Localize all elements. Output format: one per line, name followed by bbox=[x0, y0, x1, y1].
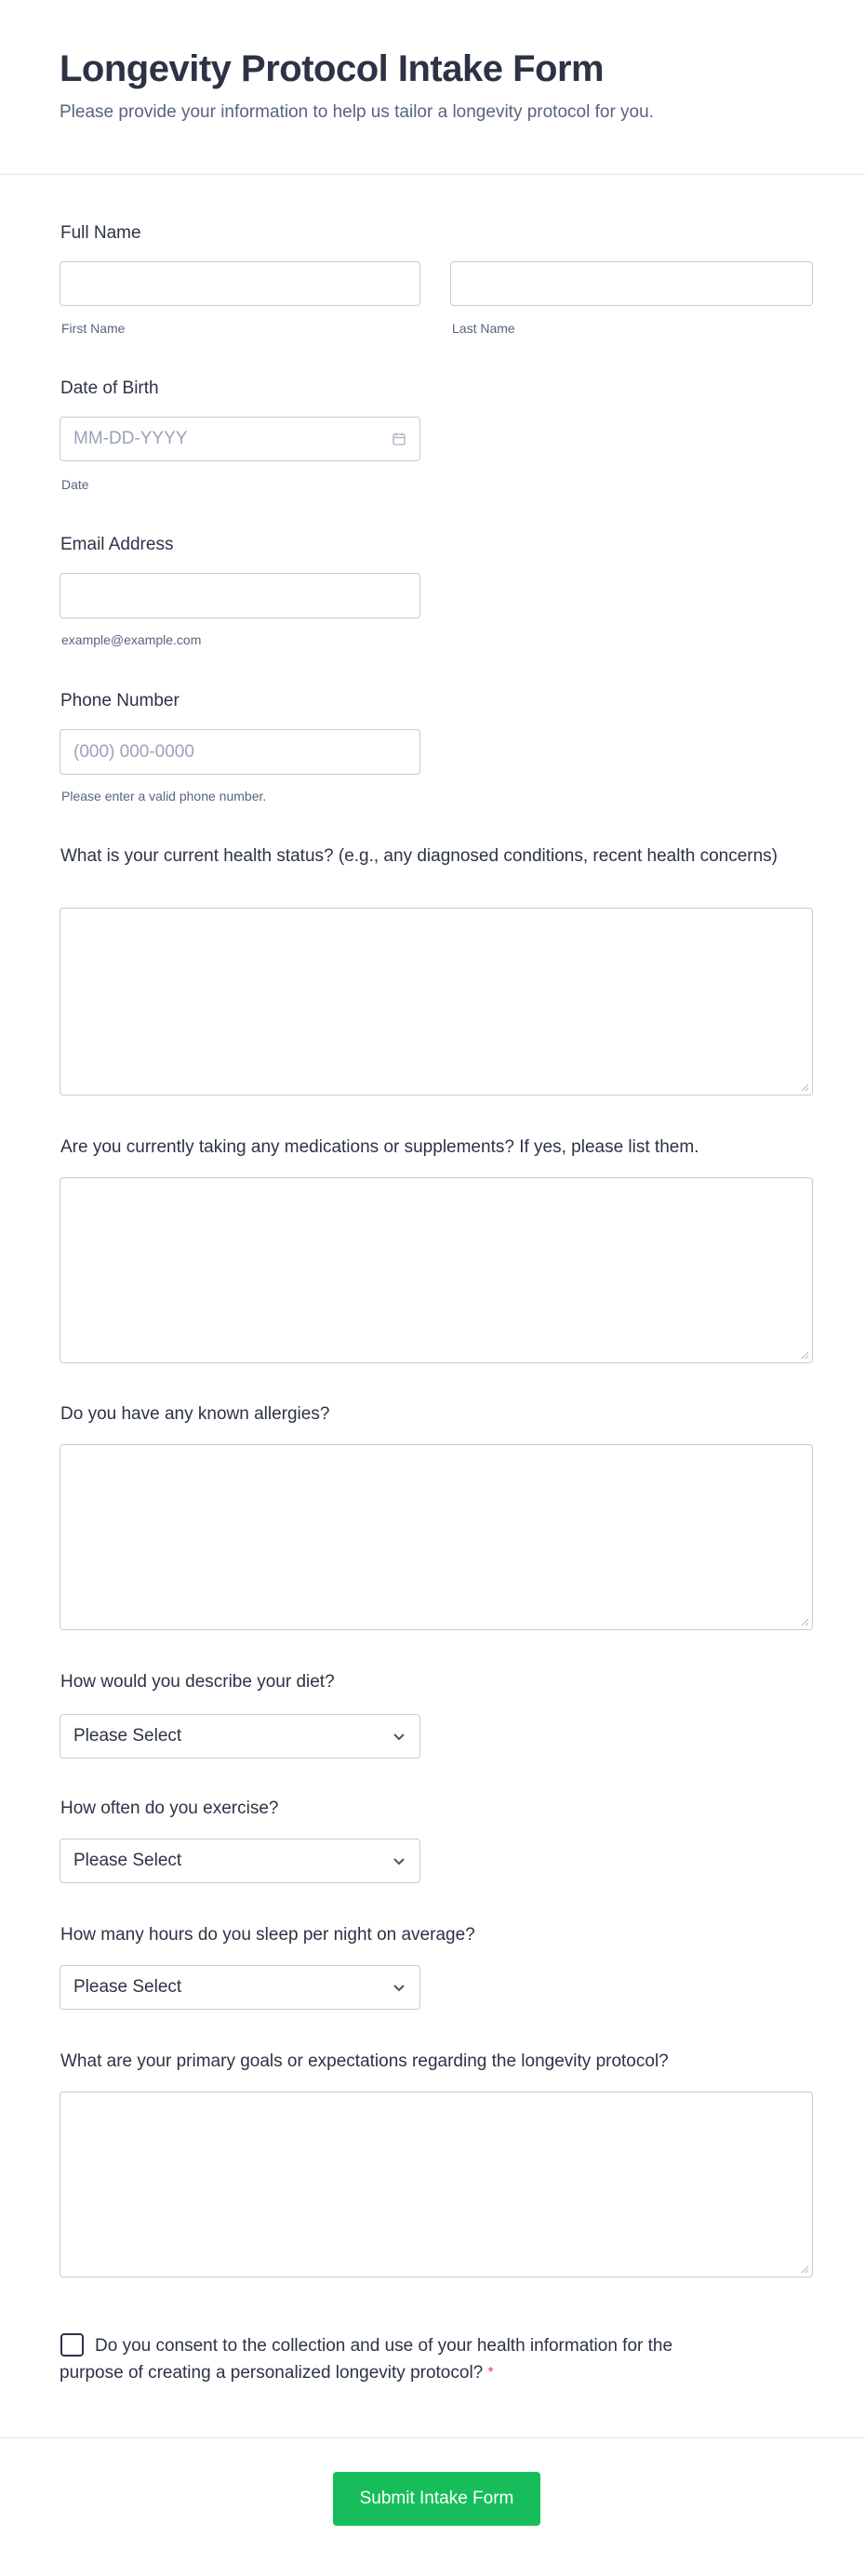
phone-label: Phone Number bbox=[60, 691, 180, 710]
medications-label: Are you currently taking any medications or supplements? If yes, please list them. bbox=[60, 1137, 699, 1157]
consent-text: Do you consent to the collection and use of your health information for the purpose of creating a personalized longevity protocol? bbox=[60, 2336, 673, 2383]
goals-label: What are your primary goals or expectations regarding the longevity protocol? bbox=[60, 2052, 669, 2071]
resize-handle-icon[interactable] bbox=[800, 1350, 809, 1360]
diet-select[interactable] bbox=[60, 1714, 420, 1759]
page-subtitle: Please provide your information to help us tailor a longevity protocol for you. bbox=[60, 102, 654, 122]
first-name-sublabel: First Name bbox=[61, 321, 126, 336]
dob-label: Date of Birth bbox=[60, 378, 159, 398]
email-label: Email Address bbox=[60, 535, 174, 554]
chevron-down-icon bbox=[392, 1729, 406, 1744]
chevron-down-icon bbox=[392, 1980, 406, 1995]
resize-handle-icon[interactable] bbox=[800, 1617, 809, 1627]
resize-handle-icon[interactable] bbox=[800, 2264, 809, 2274]
sleep-label: How many hours do you sleep per night on average? bbox=[60, 1925, 475, 1945]
chevron-down-icon bbox=[392, 1853, 406, 1868]
exercise-select[interactable] bbox=[60, 1839, 420, 1883]
email-sublabel: example@example.com bbox=[61, 632, 202, 647]
page-title: Longevity Protocol Intake Form bbox=[60, 48, 605, 89]
header-divider bbox=[0, 174, 865, 175]
resize-handle-icon[interactable] bbox=[800, 1082, 809, 1092]
calendar-icon[interactable] bbox=[392, 432, 406, 446]
health-status-textarea[interactable] bbox=[60, 908, 813, 1095]
phone-placeholder: (000) 000-0000 bbox=[73, 741, 194, 762]
sleep-select[interactable] bbox=[60, 1965, 420, 2010]
footer-divider bbox=[0, 2437, 865, 2438]
dob-placeholder: MM-DD-YYYY bbox=[73, 429, 188, 448]
allergies-label: Do you have any known allergies? bbox=[60, 1404, 330, 1424]
phone-sublabel: Please enter a valid phone number. bbox=[61, 789, 267, 803]
diet-label: How would you describe your diet? bbox=[60, 1672, 335, 1692]
required-asterisk: * bbox=[487, 2365, 494, 2381]
phone-input[interactable] bbox=[60, 729, 420, 775]
health-status-label: What is your current health status? (e.g., any diagnosed conditions, recent health concerns) bbox=[60, 846, 778, 866]
consent-label[interactable] bbox=[60, 2332, 729, 2386]
email-input[interactable] bbox=[60, 573, 420, 618]
submit-button[interactable]: Submit Intake Form bbox=[333, 2472, 540, 2526]
last-name-sublabel: Last Name bbox=[452, 321, 515, 336]
first-name-input[interactable] bbox=[60, 261, 420, 306]
last-name-input[interactable] bbox=[450, 261, 813, 306]
goals-textarea[interactable] bbox=[60, 2091, 813, 2277]
sleep-select-value: Please Select bbox=[73, 1977, 182, 1997]
full-name-label: Full Name bbox=[60, 223, 141, 243]
exercise-label: How often do you exercise? bbox=[60, 1799, 279, 1818]
dob-sublabel: Date bbox=[61, 477, 89, 492]
dob-input[interactable] bbox=[60, 417, 420, 461]
exercise-select-value: Please Select bbox=[73, 1851, 182, 1870]
allergies-textarea[interactable] bbox=[60, 1444, 813, 1630]
diet-select-value: Please Select bbox=[73, 1726, 182, 1746]
medications-textarea[interactable] bbox=[60, 1177, 813, 1363]
